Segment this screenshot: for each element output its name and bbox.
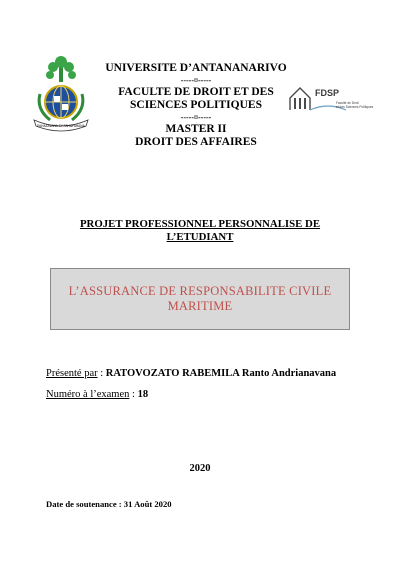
presenter-line	[46, 367, 336, 380]
header-faculty-line1: FACULTE DE DROIT ET DES	[118, 86, 274, 98]
header-master: MASTER II	[165, 123, 227, 135]
presenter-name: RATOVOZATO RABEMILA Ranto Andrianavana	[105, 368, 337, 379]
thesis-title-box	[50, 268, 350, 330]
project-heading-line1: PROJET PROFESSIONNEL PERSONNALISE DE	[79, 218, 321, 230]
header-separator: -----¤-----	[180, 76, 212, 85]
exam-number-separator: :	[129, 389, 138, 400]
seal-motto: FAHAZAVANA SY FAHAFAHANA	[37, 124, 85, 128]
presenter-label: Présenté par	[46, 368, 98, 379]
fdsp-logo-icon	[288, 82, 374, 116]
exam-number-label: Numéro à l’examen	[46, 389, 130, 400]
project-heading	[60, 218, 340, 244]
project-heading-line2: L’ETUDIANT	[166, 231, 234, 243]
fdsp-abbr: FDSP	[315, 88, 340, 98]
header-program: DROIT DES AFFAIRES	[135, 136, 257, 148]
fdsp-subtitle-line2: et des Sciences Politiques	[336, 105, 374, 109]
fdsp-subtitle-line1: Faculté de Droit	[336, 101, 359, 105]
defense-date: Date de soutenance : 31 Août 2020	[46, 499, 172, 509]
exam-number-value: 18	[137, 389, 149, 400]
university-header	[96, 62, 296, 149]
thesis-title	[59, 284, 342, 314]
header-university: UNIVERSITE D’ANTANANARIVO	[105, 62, 287, 74]
thesis-title-line1: L’ASSURANCE DE RESPONSABILITE CIVILE	[68, 284, 332, 298]
exam-number-line	[46, 388, 148, 401]
year: 2020	[189, 463, 211, 474]
thesis-title-line2: MARITIME	[167, 299, 233, 313]
header-faculty-line2: SCIENCES POLITIQUES	[130, 99, 262, 111]
presenter-separator: :	[97, 368, 106, 379]
university-seal-icon	[30, 54, 92, 134]
header-separator: -----¤-----	[180, 113, 212, 122]
